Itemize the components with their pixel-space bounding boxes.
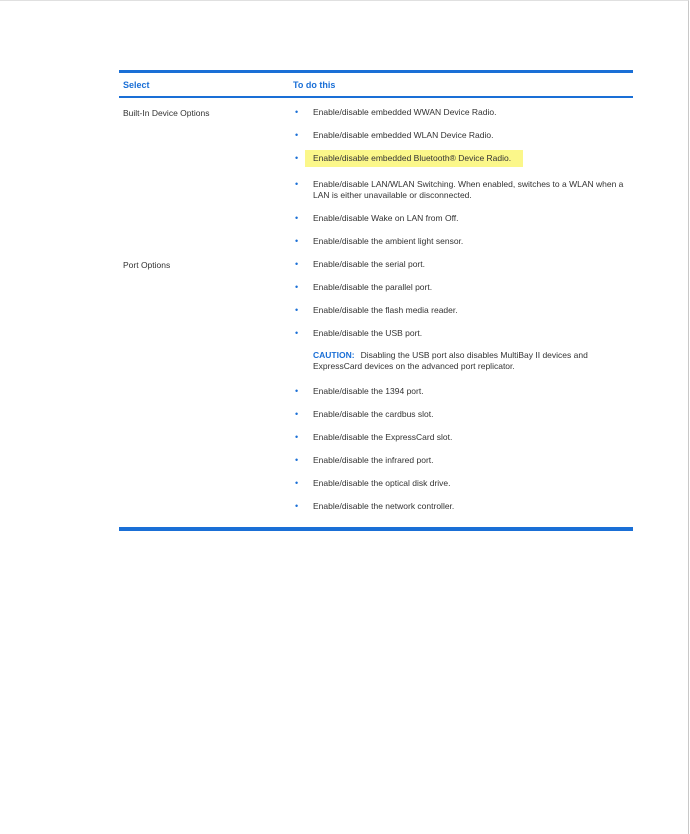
caution-text: Disabling the USB port also disables MultiBay II devices and ExpressCard devices on the advanced port replicator.	[313, 350, 588, 371]
bullet-icon: •	[295, 501, 299, 511]
table-bottom-rule	[119, 527, 633, 531]
bullet-icon: •	[295, 107, 299, 117]
list-item: • Enable/disable the USB port.	[295, 328, 423, 338]
header-select: Select	[123, 79, 150, 90]
section-items	[293, 256, 633, 521]
bullet-icon: •	[295, 409, 299, 419]
bullet-icon: •	[295, 236, 299, 246]
bullet-icon: •	[295, 386, 299, 396]
list-item: • Enable/disable the 1394 port.	[295, 386, 424, 396]
options-table	[119, 70, 633, 531]
highlighted-text: Enable/disable embedded Bluetooth® Device Radio.	[305, 150, 523, 167]
bullet-icon: •	[295, 328, 299, 338]
list-item: • Enable/disable the cardbus slot.	[295, 409, 434, 419]
list-item: • Enable/disable the ambient light sensor.	[295, 236, 464, 246]
section-items	[293, 104, 633, 256]
bullet-icon: •	[295, 455, 299, 465]
section-label: Built-In Device Options	[123, 108, 210, 118]
bullet-icon: •	[295, 213, 299, 223]
list-item: • Enable/disable the optical disk drive.	[295, 478, 451, 488]
bullet-icon: •	[295, 130, 299, 140]
list-item: • Enable/disable LAN/WLAN Switching. When enabled, switches to a WLAN when a LAN is either unavailable or disconnected.	[295, 179, 624, 200]
table-header	[119, 73, 633, 98]
section-label: Port Options	[123, 260, 171, 270]
list-item: • Enable/disable embedded WWAN Device Radio.	[295, 107, 497, 117]
header-todo: To do this	[293, 79, 336, 90]
bullet-icon: •	[295, 282, 299, 292]
list-item: • Enable/disable the parallel port.	[295, 282, 433, 292]
list-item: • Enable/disable Wake on LAN from Off.	[295, 213, 459, 223]
section-built-in-device-options	[119, 104, 633, 256]
caution-title: CAUTION:	[313, 350, 355, 360]
bullet-icon: •	[295, 179, 299, 189]
bullet-icon: •	[295, 259, 299, 269]
list-item: • Enable/disable the infrared port.	[295, 455, 434, 465]
caution-note	[293, 348, 633, 375]
list-item-highlighted	[293, 150, 633, 170]
list-item: • Enable/disable the flash media reader.	[295, 305, 458, 315]
list-item: • Enable/disable the ExpressCard slot.	[295, 432, 453, 442]
bullet-icon: •	[295, 153, 299, 163]
section-port-options	[119, 256, 633, 521]
bullet-icon: •	[295, 478, 299, 488]
bullet-icon: •	[295, 432, 299, 442]
bullet-icon: •	[295, 305, 299, 315]
list-item: • Enable/disable embedded WLAN Device Radio.	[295, 130, 494, 140]
list-item: • Enable/disable the serial port.	[295, 259, 425, 269]
list-item: • Enable/disable the network controller.	[295, 501, 455, 511]
